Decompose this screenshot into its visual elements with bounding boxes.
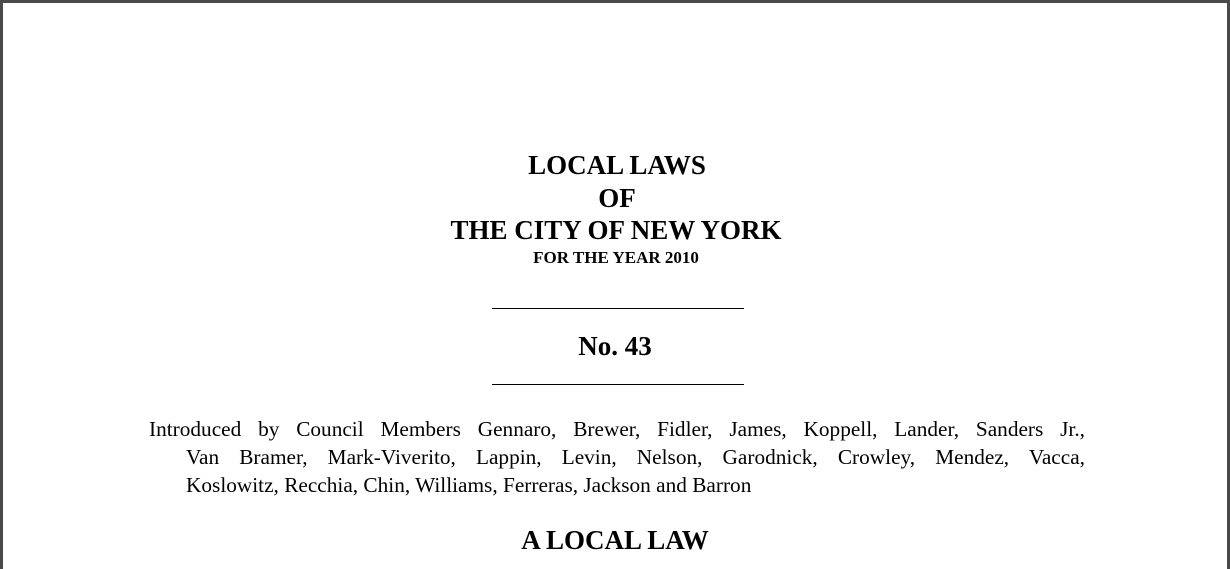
heading-year: FOR THE YEAR 2010 — [533, 248, 699, 267]
document-page — [3, 3, 1227, 569]
introduced-by-line-1: Introduced by Council Members Gennaro, Brewer, Fidler, James, Koppell, Lander, Sanders Jr., — [149, 417, 1085, 441]
heading-city: THE CITY OF NEW YORK — [450, 215, 782, 245]
divider-bottom — [492, 384, 744, 385]
introduced-by-line-2: Van Bramer, Mark-Viverito, Lappin, Levin, Nelson, Garodnick, Crowley, Mendez, Vacca, — [186, 445, 1085, 469]
divider-top — [492, 308, 744, 309]
heading-local-laws: LOCAL LAWS — [528, 150, 706, 180]
law-subtitle: A LOCAL LAW — [521, 525, 709, 555]
law-number: No. 43 — [578, 331, 652, 361]
heading-of: OF — [598, 183, 636, 213]
introduced-by-line-3: Koslowitz, Recchia, Chin, Williams, Ferreras, Jackson and Barron — [186, 473, 752, 497]
introduced-by-paragraph — [149, 415, 1085, 499]
